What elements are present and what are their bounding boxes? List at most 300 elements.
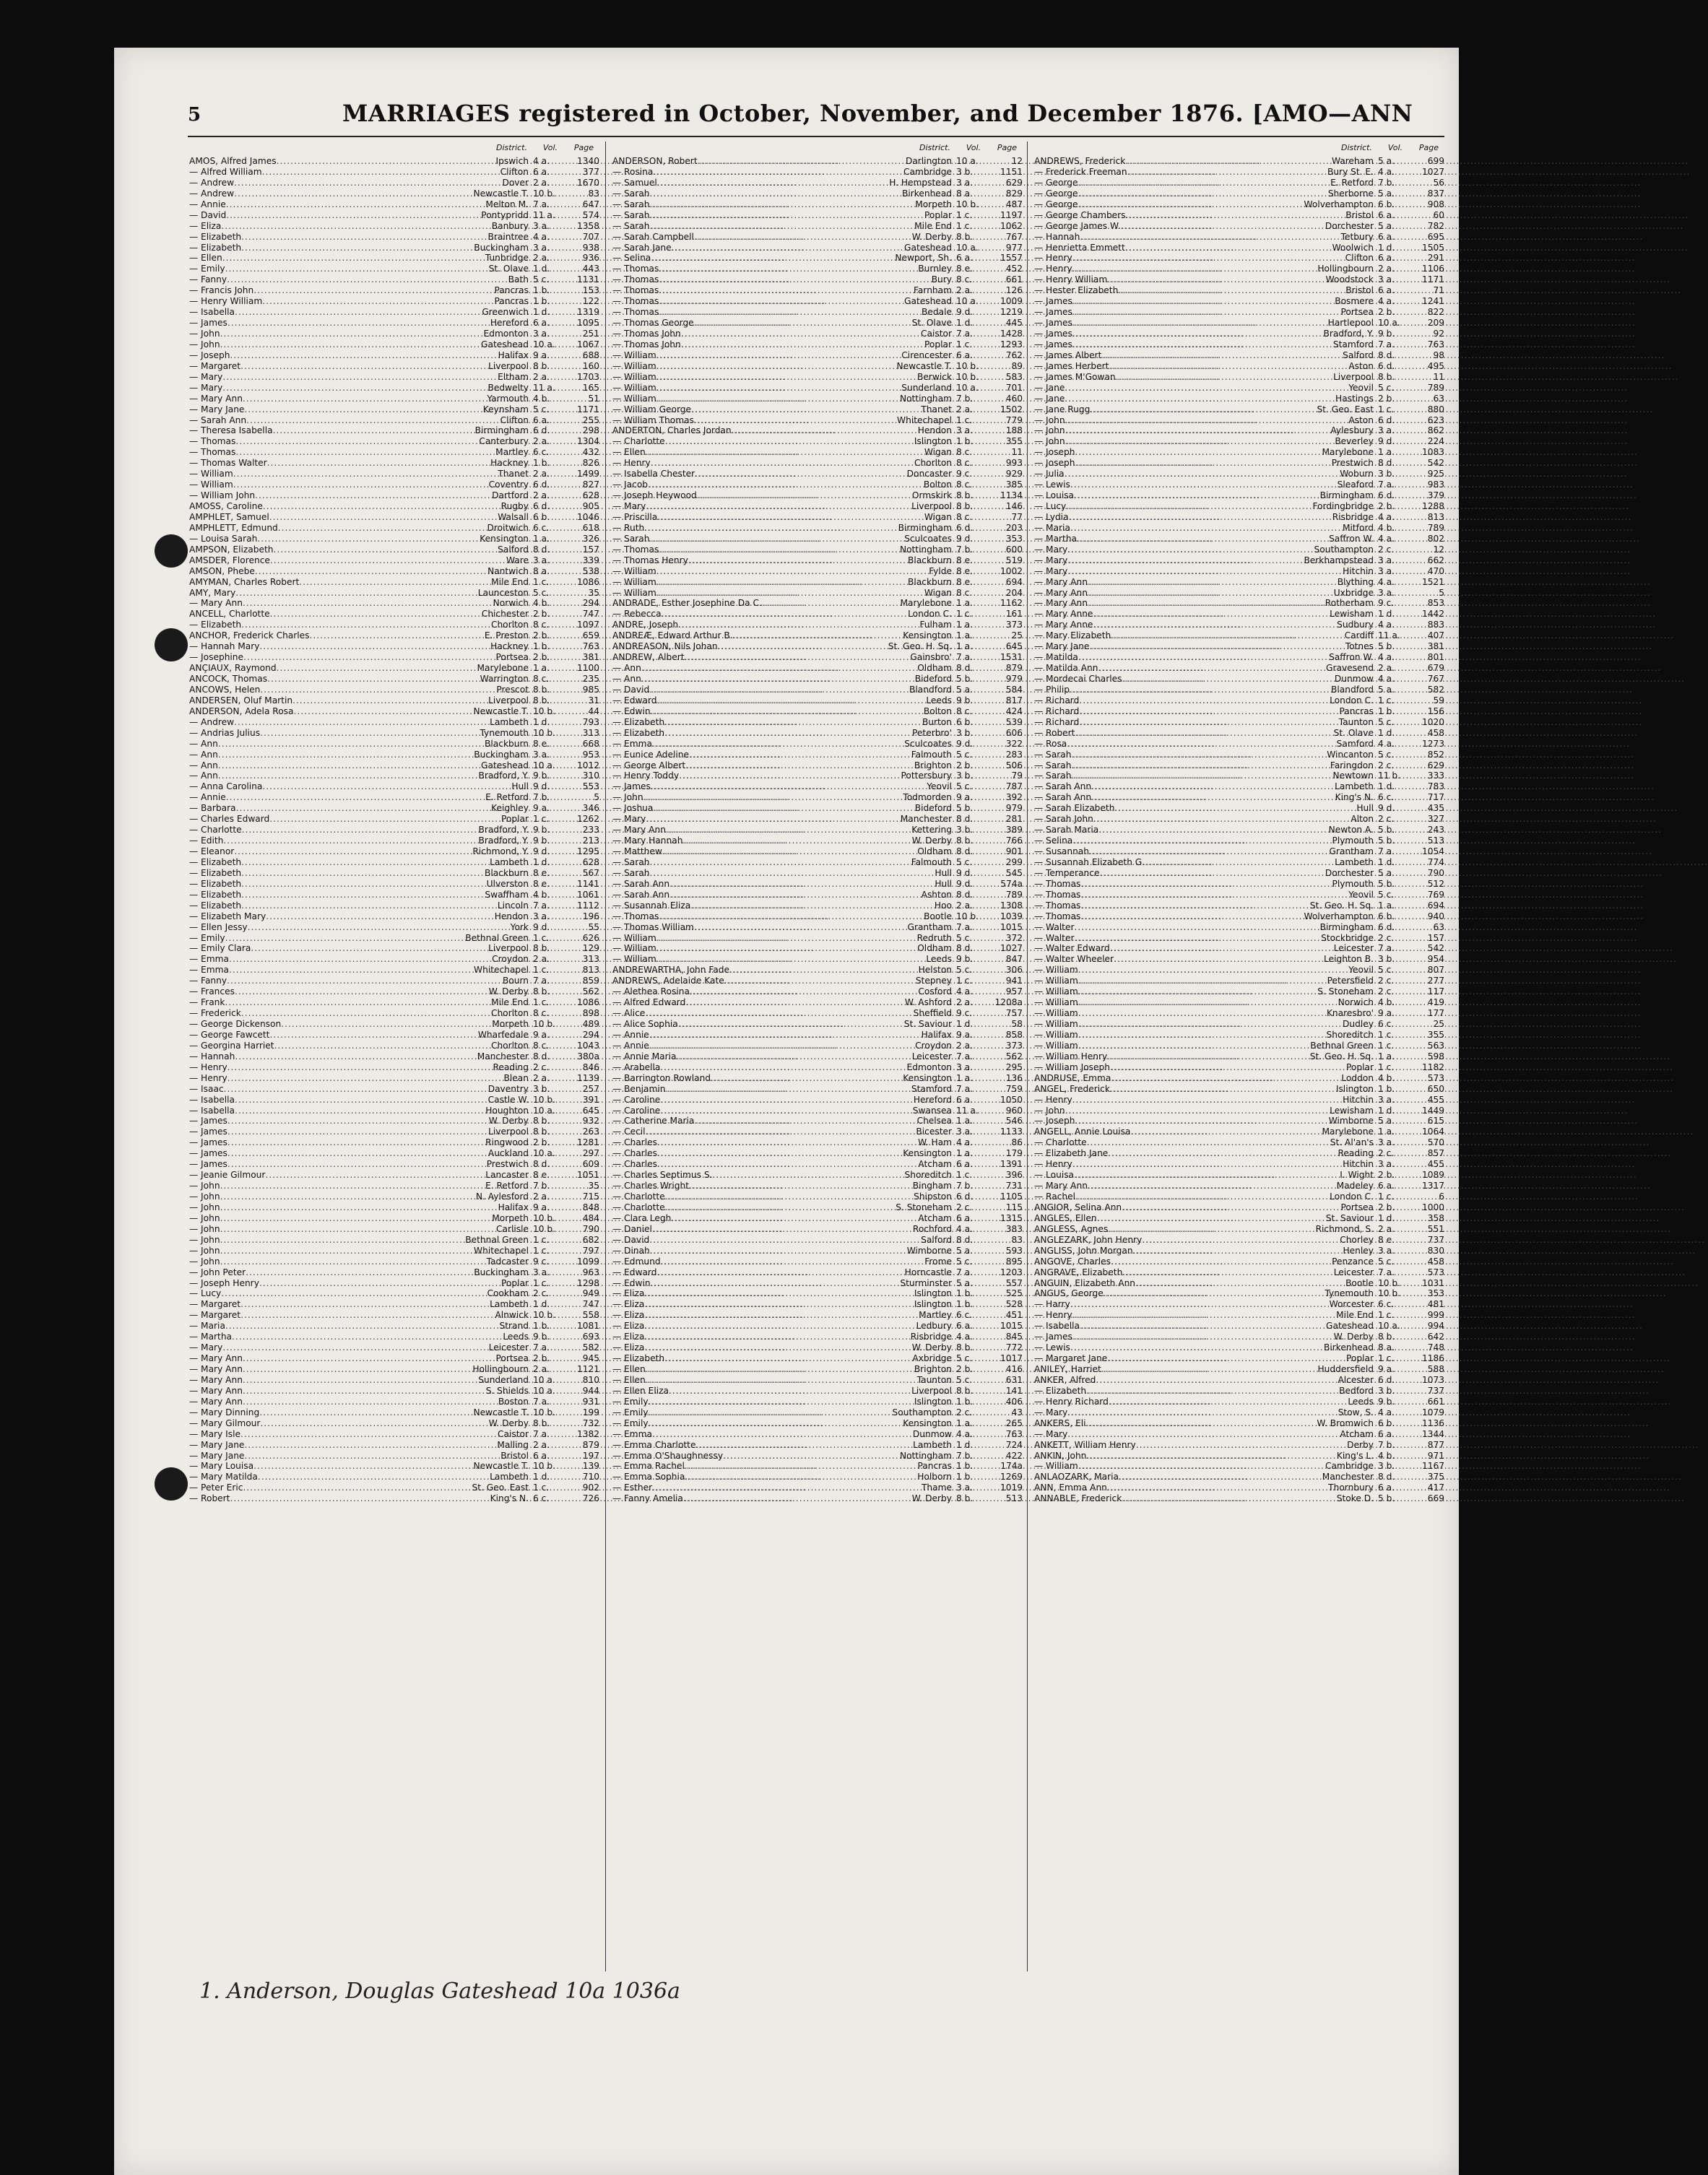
entry-volume: 8 b. — [533, 1116, 550, 1126]
entry-district: N. Aylesford — [475, 1191, 529, 1202]
entry-volume: 5 c. — [956, 856, 973, 867]
entry-page: 458 — [1427, 727, 1444, 738]
entry-volume: 2 a. — [533, 954, 550, 965]
entry-district: Houghton — [485, 1105, 529, 1116]
entry-district: Dudley — [1343, 1019, 1374, 1029]
entry-district: Blackburn — [908, 555, 952, 565]
leader-dots — [234, 178, 500, 188]
entry-district: Keynsham — [482, 404, 529, 414]
entry-volume: 2 a. — [956, 285, 973, 296]
entry-volume: 1 c. — [1378, 695, 1395, 706]
entry-volume: 7 a. — [533, 1342, 550, 1353]
leader-dots — [660, 1062, 905, 1073]
leader-dots — [226, 792, 484, 803]
entry-district: Islington — [1335, 1083, 1374, 1094]
entry-page: 1000 — [1421, 1202, 1444, 1212]
entry-name: — Mary — [612, 814, 646, 825]
entry-page: 136 — [1005, 1072, 1023, 1083]
district-heading: District. — [1340, 143, 1372, 152]
leader-dots — [1079, 695, 1328, 706]
entry-district: Samford — [1336, 738, 1374, 749]
entry-page: 618 — [582, 522, 599, 533]
entry-volume: 1 b. — [956, 1396, 974, 1407]
entry-page: 1298 — [576, 1277, 599, 1288]
entry-district: Martley — [495, 447, 529, 458]
leader-dots — [656, 577, 906, 588]
entry-page: 979 — [1005, 674, 1023, 684]
register-entry — [189, 1084, 599, 1095]
entry-name: ANGIOR, Selina Ann — [1034, 1202, 1122, 1212]
entry-volume: 4 a. — [956, 1428, 973, 1439]
entry-name: — Thomas — [1034, 889, 1081, 900]
leader-dots — [1070, 685, 1330, 695]
entry-district: Hull — [1356, 803, 1374, 814]
entry-name: — Mary Matilda — [189, 1472, 258, 1482]
entry-page: 645 — [1005, 641, 1023, 652]
entry-page: 346 — [582, 803, 599, 814]
entry-volume: 6 a. — [956, 350, 973, 360]
entry-district: Hull — [935, 867, 952, 878]
entry-page: 373 — [1005, 620, 1023, 630]
leader-dots — [694, 922, 906, 933]
entry-volume: 6 a. — [956, 1212, 973, 1223]
entry-name: — Peter Eric — [189, 1482, 243, 1493]
entry-name: — Selina — [1034, 835, 1073, 846]
entry-page: 782 — [1427, 220, 1444, 231]
entry-page: 6 — [1439, 1191, 1444, 1202]
register-entry — [612, 534, 1023, 544]
entry-page: 141 — [1005, 1385, 1023, 1396]
register-entry — [189, 781, 599, 792]
entry-page: 177 — [1427, 1008, 1444, 1019]
leader-dots — [1108, 1224, 1314, 1235]
entry-volume: 9 d. — [1378, 803, 1395, 814]
entry-name: — George Chambers — [1034, 209, 1126, 220]
entry-page: 993 — [1005, 458, 1023, 469]
entry-district: Malling — [497, 1439, 529, 1450]
entry-page: 979 — [1005, 803, 1023, 814]
entry-name: — John — [1034, 436, 1065, 447]
register-entry — [1034, 501, 1444, 512]
entry-district: Croydon — [915, 1040, 952, 1051]
entry-district: W. Derby — [488, 1418, 529, 1428]
leader-dots — [1075, 458, 1330, 469]
leader-dots — [1078, 199, 1303, 210]
leader-dots — [1072, 329, 1322, 339]
entry-volume: 6 c. — [1378, 1019, 1395, 1029]
leader-dots — [241, 868, 483, 879]
entry-page: 83 — [1011, 1234, 1023, 1245]
entry-page: 129 — [582, 943, 599, 954]
leader-dots — [224, 1084, 487, 1095]
entry-district: Leeds — [926, 695, 952, 706]
register-entry — [189, 1429, 599, 1440]
entry-district: Rugby — [500, 501, 529, 511]
register-entry — [189, 986, 599, 997]
entry-name: — Emma — [189, 954, 229, 965]
entry-volume: 2 b. — [1378, 307, 1395, 318]
entry-name: — David — [612, 684, 650, 695]
entry-page: 538 — [582, 565, 599, 576]
entry-volume: 2 a. — [1378, 663, 1395, 674]
leader-dots — [1089, 846, 1328, 857]
entry-name: — Georgina Harriet — [189, 1040, 274, 1051]
register-entry — [189, 1062, 599, 1073]
entry-volume: 8 e. — [1378, 1234, 1395, 1245]
entry-volume: 1 d. — [1378, 856, 1395, 867]
district-heading: District. — [919, 143, 950, 152]
leader-dots — [1078, 1461, 1324, 1472]
leader-dots — [265, 1170, 484, 1181]
register-entry — [1034, 1332, 1444, 1342]
page-heading: Page — [1418, 143, 1439, 152]
entry-name: — Elizabeth — [612, 1353, 665, 1364]
entry-page: 1012 — [576, 760, 599, 770]
leader-dots — [1080, 879, 1330, 890]
leader-dots — [220, 1213, 491, 1224]
entry-district: Bethnal Green — [1310, 1040, 1374, 1051]
leader-dots — [1126, 210, 1345, 221]
leader-dots — [299, 577, 490, 588]
entry-name: ANDREWS, Frederick — [1034, 156, 1126, 166]
register-entry — [189, 1451, 599, 1462]
entry-volume: 3 a. — [956, 1126, 973, 1137]
entry-page: 1293 — [1000, 339, 1023, 350]
leader-dots — [1078, 188, 1327, 199]
entry-volume: 7 b. — [956, 1181, 974, 1191]
entry-volume: 2 a. — [533, 177, 550, 188]
entry-page: 1670 — [576, 177, 599, 188]
entry-volume: 6 a. — [1378, 285, 1395, 296]
entry-volume: 6 a. — [533, 318, 550, 329]
leader-dots — [221, 1288, 485, 1299]
entry-district: W. Derby — [488, 986, 529, 997]
entry-name: — Elizabeth — [612, 727, 665, 738]
register-entry — [612, 404, 1023, 415]
entry-district: Sudbury — [1337, 620, 1374, 630]
entry-name: — Esther — [612, 1482, 653, 1493]
entry-page: 682 — [582, 1234, 599, 1245]
entry-district: Liverpool — [488, 1126, 529, 1137]
leader-dots — [643, 792, 902, 803]
entry-name: — William — [612, 587, 656, 598]
register-entry — [612, 307, 1023, 318]
entry-district: Tetbury — [1340, 231, 1374, 242]
entry-name: — John — [1034, 425, 1065, 436]
entry-volume: 9 d. — [956, 867, 974, 878]
entry-name: — Sarah — [1034, 770, 1072, 781]
register-entry — [1034, 792, 1444, 803]
entry-name: — Thomas — [612, 274, 659, 285]
entry-name: — William — [189, 479, 233, 490]
page-number: 5 — [188, 104, 201, 126]
entry-name: — Mary Ann — [189, 1364, 243, 1374]
register-entry — [1034, 1062, 1444, 1073]
entry-volume: 3 a. — [533, 555, 550, 565]
entry-volume: 10 a. — [533, 1105, 555, 1116]
entry-district: Birmingham — [474, 425, 529, 436]
entry-name: — Sarah — [612, 199, 650, 209]
entry-page: 445 — [1005, 318, 1023, 329]
entry-district: King's N. — [490, 1493, 529, 1504]
leader-dots — [1088, 577, 1336, 588]
entry-page: 813 — [1427, 511, 1444, 522]
register-entry — [612, 770, 1023, 781]
entry-volume: 5 c. — [533, 274, 550, 285]
entry-name: — Ellen — [612, 447, 646, 458]
entry-volume: 4 a. — [1378, 652, 1395, 663]
register-entry — [1034, 1073, 1444, 1084]
entry-page: 306 — [1005, 965, 1023, 976]
register-entry — [1034, 652, 1444, 663]
entry-volume: 6 b. — [1378, 199, 1395, 209]
entry-district: Pancras — [494, 285, 529, 296]
entry-volume: 9 d. — [533, 921, 550, 932]
register-entry — [612, 1008, 1023, 1019]
entry-volume: 10 b. — [533, 1212, 555, 1223]
entry-district: Saffron W. — [1329, 652, 1374, 663]
entry-volume: 3 a. — [1378, 1245, 1395, 1256]
register-entry — [189, 1159, 599, 1170]
entry-page: 1499 — [576, 469, 599, 479]
entry-district: Pancras — [1339, 706, 1374, 716]
leader-dots — [218, 760, 480, 771]
register-entry — [189, 394, 599, 404]
entry-volume: 4 a. — [1378, 533, 1395, 544]
entry-district: Falmouth — [911, 749, 952, 760]
entry-volume: 5 c. — [1378, 965, 1395, 976]
entry-name: — Joseph — [1034, 447, 1075, 458]
entry-page: 146 — [1005, 501, 1023, 511]
entry-page: 588 — [1427, 1364, 1444, 1374]
entry-district: Lambeth — [1335, 856, 1374, 867]
entry-name: — Ann — [189, 770, 218, 781]
entry-volume: 1 c. — [533, 997, 550, 1008]
entry-volume: 1 a. — [956, 1072, 973, 1083]
register-entry — [189, 318, 599, 329]
register-entry — [1034, 285, 1444, 296]
entry-volume: 7 b. — [956, 1450, 974, 1461]
entry-volume: 8 c. — [956, 447, 973, 458]
leader-dots — [678, 1019, 903, 1030]
leader-dots — [657, 1159, 916, 1170]
entry-page: 629 — [1427, 760, 1444, 770]
entry-district: Lincoln — [497, 900, 529, 911]
entry-district: Oldham — [917, 846, 952, 856]
entry-name: — Sarah Maria — [1034, 825, 1099, 835]
entry-page: 98 — [1433, 350, 1444, 360]
entry-volume: 7 a. — [1378, 943, 1395, 954]
register-entry — [189, 922, 599, 933]
entry-page: 551 — [1427, 1223, 1444, 1234]
entry-name: — William — [1034, 1029, 1078, 1040]
leader-dots — [649, 685, 908, 695]
register-entry — [1034, 1181, 1444, 1191]
entry-district: Worcester — [1329, 1299, 1374, 1310]
entry-page: 161 — [1005, 609, 1023, 620]
entry-volume: 4 b. — [533, 889, 550, 900]
entry-name: — James — [189, 1116, 227, 1126]
entry-district: Greenwich — [482, 307, 529, 318]
register-entry — [189, 997, 599, 1008]
entry-volume: 4 a. — [956, 1223, 973, 1234]
entry-district: Hartlepool — [1327, 318, 1374, 329]
entry-name: — James — [189, 318, 227, 329]
entry-name: — Richard — [1034, 716, 1080, 727]
entry-name: — Ellen — [189, 253, 222, 264]
entry-name: — Mary Jane — [1034, 641, 1090, 652]
entry-district: Atcham — [918, 1212, 952, 1223]
entry-district: Gateshead — [1326, 1321, 1374, 1332]
entry-page: 495 — [1427, 360, 1444, 371]
entry-district: Thanet — [921, 404, 952, 414]
entry-page: 1073 — [1421, 1374, 1444, 1385]
entry-volume: 6 d. — [1378, 1374, 1395, 1385]
leader-dots — [1088, 1181, 1335, 1191]
entry-district: Manchester — [900, 814, 952, 825]
entry-district: Chorlton — [490, 1040, 529, 1051]
register-entry — [189, 285, 599, 296]
entry-page: 932 — [582, 1116, 599, 1126]
entry-name: — James — [1034, 329, 1072, 339]
leader-dots — [241, 857, 488, 868]
entry-volume: 7 a. — [1378, 479, 1395, 490]
entry-list — [1034, 156, 1444, 1504]
entry-page: 1262 — [576, 814, 599, 825]
entry-volume: 9 a. — [533, 1202, 550, 1212]
leader-dots — [262, 167, 499, 178]
entry-volume: 7 a. — [533, 976, 550, 986]
register-entry — [1034, 534, 1444, 544]
register-entry — [612, 221, 1023, 232]
leader-dots — [259, 1278, 500, 1289]
entry-page: 1219 — [1000, 307, 1023, 318]
leader-dots — [729, 965, 917, 976]
register-entry — [189, 1073, 599, 1084]
entry-page: 628 — [582, 856, 599, 867]
entry-district: Mile End — [1336, 1310, 1374, 1321]
entry-name: — Joseph Heywood — [612, 490, 697, 501]
entry-page: 1062 — [1000, 220, 1023, 231]
leader-dots — [653, 803, 913, 814]
entry-district: Leeds — [1348, 1396, 1374, 1407]
leader-dots — [1107, 274, 1324, 285]
leader-dots — [656, 372, 916, 383]
entry-district: Newton A. — [1328, 825, 1374, 835]
entry-page: 845 — [1005, 1332, 1023, 1342]
entry-name: — Walter Wheeler — [1034, 954, 1114, 965]
leader-dots — [665, 1202, 895, 1213]
entry-name: — Mary Ann — [1034, 576, 1088, 587]
leader-dots — [243, 1482, 470, 1493]
entry-name: — John — [189, 339, 220, 350]
entry-name: — Selina — [612, 253, 651, 264]
register-entry — [189, 253, 599, 264]
entry-volume: 6 d. — [533, 501, 550, 511]
entry-page: 383 — [1005, 1223, 1023, 1234]
entry-page: 25 — [1011, 630, 1023, 641]
entry-name: — Frederick Freeman — [1034, 166, 1127, 177]
entry-name: — Mary — [189, 1342, 223, 1353]
register-entry — [189, 760, 599, 771]
register-entry — [1034, 1170, 1444, 1181]
entry-volume: 8 b. — [956, 1493, 974, 1504]
entry-volume: 5 c. — [956, 1353, 973, 1364]
leader-dots — [685, 1472, 916, 1482]
entry-page: 12 — [1011, 156, 1023, 166]
entry-page: 574a — [1000, 878, 1023, 889]
entry-name: — Philip — [1034, 684, 1070, 695]
entry-volume: 2 b. — [956, 760, 974, 770]
register-entry — [189, 512, 599, 523]
entry-district: W. Derby — [911, 1342, 952, 1353]
leader-dots — [1075, 728, 1332, 739]
entry-district: Newcastle T. — [473, 1407, 529, 1418]
entry-volume: 2 a. — [956, 997, 973, 1008]
leader-dots — [1075, 1191, 1328, 1202]
entry-volume: 5 c. — [1378, 749, 1395, 760]
leader-dots — [678, 620, 918, 630]
entry-page: 11 — [1433, 371, 1444, 382]
leader-dots — [259, 641, 489, 652]
leader-dots — [220, 329, 482, 339]
entry-name: — Matilda — [1034, 652, 1078, 663]
entry-page: 1171 — [1421, 274, 1444, 285]
register-entry — [1034, 1095, 1444, 1106]
entry-district: Martley — [919, 1310, 952, 1321]
entry-district: Taunton — [916, 1374, 952, 1385]
entry-name: — Emma — [612, 1428, 652, 1439]
entry-page: 647 — [582, 199, 599, 209]
entry-district: Leeds — [503, 1332, 529, 1342]
register-entry — [612, 415, 1023, 426]
leader-dots — [1065, 383, 1347, 394]
entry-district: Prescot — [496, 684, 529, 695]
entry-district: Bath — [508, 274, 529, 285]
entry-district: W. Derby — [1333, 1332, 1374, 1342]
entry-district: Dorchester — [1325, 867, 1374, 878]
entry-page: 213 — [582, 835, 599, 846]
entry-name: — Joshua — [612, 803, 654, 814]
leader-dots — [1107, 1051, 1309, 1062]
entry-page: 763 — [1005, 1428, 1023, 1439]
leader-dots — [649, 868, 933, 879]
entry-volume: 1 c. — [956, 339, 973, 350]
entry-page: 1241 — [1421, 296, 1444, 307]
register-entry — [189, 911, 599, 922]
entry-volume: 10 a. — [533, 1385, 555, 1396]
entry-page: 724 — [1005, 1439, 1023, 1450]
entry-volume: 2 c. — [1378, 544, 1395, 555]
entry-name: — Mary Louisa — [189, 1461, 254, 1472]
entry-district: Blackburn — [485, 867, 529, 878]
entry-name: — Josephine — [189, 652, 244, 663]
entry-name: — Sarah — [612, 188, 650, 199]
entry-page: 86 — [1011, 1137, 1023, 1148]
leader-dots — [1067, 1429, 1338, 1440]
entry-district: Bedford — [1339, 1385, 1374, 1396]
entry-page: 1171 — [576, 404, 599, 414]
entry-volume: 5 c. — [533, 587, 550, 598]
entry-name: — Mary Ann — [189, 1396, 243, 1407]
entry-district: Bootle — [924, 911, 952, 921]
entry-page: 375 — [1427, 1472, 1444, 1482]
leader-dots — [1070, 1299, 1328, 1310]
entry-volume: 10 a. — [956, 296, 979, 307]
entry-page: 265 — [1005, 1418, 1023, 1428]
register-entry — [189, 1397, 599, 1407]
register-entry — [1034, 1191, 1444, 1202]
